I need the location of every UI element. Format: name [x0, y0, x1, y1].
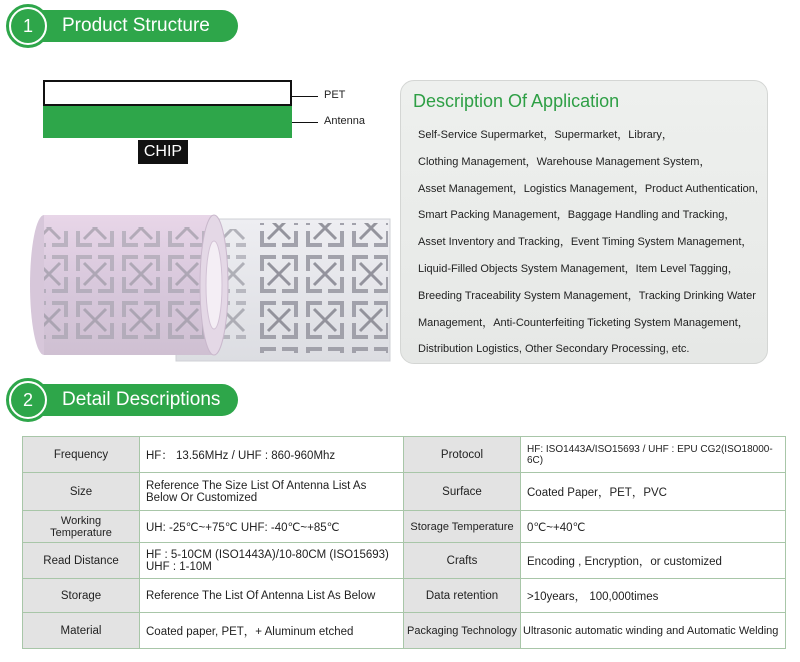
table-row [23, 613, 786, 649]
section-number-badge [6, 378, 50, 422]
spec-label: Protocol [404, 437, 521, 473]
spec-value: HF : 5-10CM (ISO1443A)/10-80CM (ISO15693) UHF : 1-10M [140, 543, 404, 579]
chip-label: CHIP [138, 140, 188, 164]
spec-label: Data retention [404, 579, 521, 613]
spec-value: HF： 13.56MHz / UHF : 860-960Mhz [140, 437, 404, 473]
application-line: Clothing Management，Warehouse Management System， [418, 155, 711, 168]
table-row [23, 437, 786, 473]
spec-label: Crafts [404, 543, 521, 579]
application-line: Self-Service Supermarket，Supermarket，Library， [418, 129, 673, 141]
spec-label: Packaging Technology [404, 613, 521, 649]
spec-label: Storage [23, 579, 140, 613]
spec-label: Surface [404, 473, 521, 511]
application-line: Breeding Traceability System Management，Tracking Drinking Water [418, 289, 756, 302]
spec-label: Material [23, 613, 140, 649]
application-title: Description Of Application [413, 91, 620, 111]
spec-value: HF: ISO1443A/ISO15693 / UHF : EPU CG2(ISO18000-6C) [521, 437, 786, 473]
spec-label: Read Distance [23, 543, 140, 579]
section-number: 2 [11, 383, 45, 417]
spec-label: Working Temperature [23, 511, 140, 543]
spec-value: Reference The List Of Antenna List As Below [140, 579, 404, 613]
spec-table [22, 436, 786, 649]
spec-label: Size [23, 473, 140, 511]
section-title: Detail Descriptions [62, 389, 221, 410]
antenna-layer [43, 106, 292, 138]
spec-value: Encoding , Encryption，or customized [521, 543, 786, 579]
spec-label: Storage Temperature [404, 511, 521, 543]
section-number-badge [6, 4, 50, 48]
application-line: Distribution Logistics, Other Secondary Processing, etc. [418, 343, 690, 356]
application-list [418, 127, 758, 368]
application-description-panel [400, 80, 768, 364]
table-row [23, 511, 786, 543]
table-row [23, 543, 786, 579]
spec-value: Coated Paper，PET，PVC [521, 473, 786, 511]
section-number: 1 [11, 9, 45, 43]
application-line: Smart Packing Management，Baggage Handling and Tracking， [418, 209, 736, 222]
spec-value: UH: -25℃~+75℃ UHF: -40℃~+85℃ [140, 511, 404, 543]
pet-leader-line [292, 96, 318, 97]
pet-layer [43, 80, 292, 106]
application-line: Asset Management，Logistics Management，Product Authentication, [418, 182, 758, 195]
table-row [23, 579, 786, 613]
application-line: Asset Inventory and Tracking，Event Timing System Management， [418, 236, 753, 249]
spec-label: Frequency [23, 437, 140, 473]
application-line: Management，Anti-Counterfeiting Ticketing System Management， [418, 316, 749, 329]
antenna-label: Antenna [324, 115, 365, 127]
spec-value: Reference The Size List Of Antenna List As Below Or Customized [140, 473, 404, 511]
spec-value: Ultrasonic automatic winding and Automatic Welding [521, 613, 786, 649]
application-line: Liquid-Filled Objects System Management，Item Level Tagging， [418, 262, 739, 275]
section-header-product-structure [6, 4, 240, 48]
table-row [23, 473, 786, 511]
product-photo [26, 205, 392, 363]
spec-value: >10years， 100,000times [521, 579, 786, 613]
spec-value: Coated paper, PET，+ Aluminum etched [140, 613, 404, 649]
pet-label: PET [324, 89, 346, 101]
section-title-bar [20, 384, 238, 416]
section-title-bar [20, 10, 238, 42]
spec-value: 0℃~+40℃ [521, 511, 786, 543]
antenna-leader-line [292, 122, 318, 123]
section-title: Product Structure [62, 15, 210, 36]
section-header-detail-descriptions [6, 378, 240, 422]
